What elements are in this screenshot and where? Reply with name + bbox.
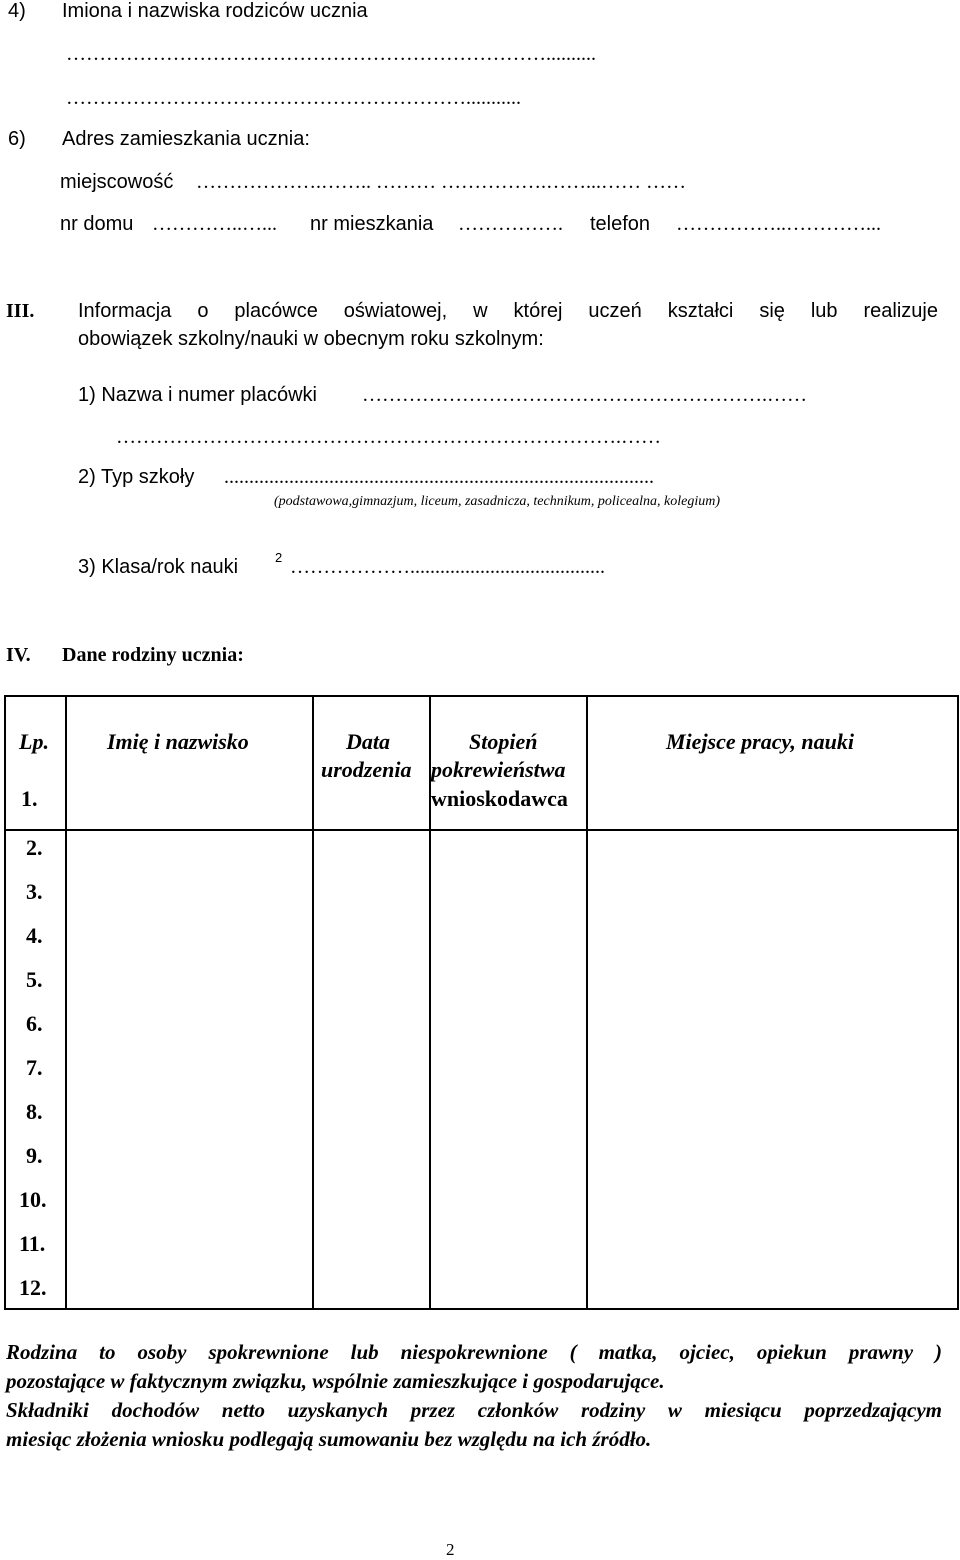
row-number: 5. — [26, 967, 43, 992]
header-birth-2: urodzenia — [321, 757, 412, 782]
relation-entries-cell[interactable] — [430, 830, 587, 1309]
school-name-field-1[interactable]: …………………………………………………….…… — [362, 384, 807, 406]
header-name: Imię i nazwisko — [107, 729, 249, 754]
birth-column-cell[interactable] — [313, 696, 430, 830]
parents-label: Imiona i nazwiska rodziców ucznia — [62, 0, 368, 22]
header-lp: Lp. — [19, 729, 49, 754]
class-year-label: 3) Klasa/rok nauki — [78, 556, 239, 578]
page-number: 2 — [446, 1540, 455, 1559]
parents-number: 4) — [8, 0, 26, 22]
parents-line-1[interactable]: ……………………………………………………………….......... — [66, 43, 596, 65]
name-column-cell[interactable] — [66, 696, 313, 830]
birth-entries-cell[interactable] — [313, 830, 430, 1309]
section-iii-heading-2: obowiązek szkolny/nauki w obecnym roku szkolnym: — [78, 328, 544, 350]
family-definition-note — [6, 1338, 942, 1454]
parents-line-2[interactable]: ……………………………………………………........... — [66, 87, 521, 109]
school-type-label: 2) Typ szkoły — [78, 466, 195, 488]
relation-column-cell[interactable] — [430, 696, 587, 830]
phone-field[interactable]: ……………..…………... — [676, 213, 881, 235]
flat-number-field[interactable]: ……………. — [458, 213, 563, 235]
row-number: 9. — [26, 1143, 43, 1168]
row-number: 8. — [26, 1099, 43, 1124]
class-year-footnote: 2 — [275, 550, 283, 565]
class-year-field[interactable]: ………………....................................... — [290, 556, 605, 578]
row-number: 12. — [19, 1275, 47, 1300]
section-iii-heading-1: Informacja o placówce oświatowej, w której uczeń kształci się lub realizuje — [78, 300, 938, 322]
school-type-field[interactable]: ...................................................................................... — [224, 466, 654, 488]
house-number-field[interactable]: …………..…... — [152, 213, 277, 235]
house-number-label: nr domu — [60, 213, 134, 235]
row-number: 11. — [19, 1231, 46, 1256]
section-iii-number: III. — [6, 300, 35, 322]
name-entries-cell[interactable] — [66, 830, 313, 1309]
row-number: 7. — [26, 1055, 43, 1080]
lp-column-cell — [5, 696, 66, 830]
section-iv-number: IV. — [6, 644, 31, 666]
section-iv-heading: Dane rodziny ucznia: — [62, 644, 244, 666]
family-table — [4, 695, 959, 1310]
row-number: 3. — [26, 879, 43, 904]
work-column-cell[interactable] — [587, 696, 958, 830]
row-number: 4. — [26, 923, 43, 948]
school-type-hint: (podstawowa,gimnazjum, liceum, zasadnicza, technikum, policealna, kolegium) — [274, 494, 720, 509]
header-relation-2: pokrewieństwa — [431, 757, 566, 782]
first-relation-value: wnioskodawca — [431, 786, 568, 811]
row-number: 6. — [26, 1011, 43, 1036]
work-entries-cell[interactable] — [587, 830, 958, 1309]
note-line-3: Składniki dochodów netto uzyskanych przez członków rodziny w miesiącu poprzedzającym — [6, 1398, 942, 1422]
address-number: 6) — [8, 128, 26, 150]
locality-field[interactable]: ……………….…….. ……… …………….……...…… …… — [196, 171, 686, 193]
note-line-4: miesiąc złożenia wniosku podlegają sumowaniu bez względu na ich źródło. — [6, 1427, 652, 1451]
row-number: 10. — [19, 1187, 47, 1212]
row-number: 2. — [26, 835, 43, 860]
address-label: Adres zamieszkania ucznia: — [62, 128, 310, 150]
header-relation-1: Stopień — [469, 729, 538, 754]
school-name-field-2[interactable]: ………………………………………………………………….…… — [116, 426, 661, 448]
row-numbers-cell — [5, 830, 66, 1309]
note-line-1: Rodzina to osoby spokrewnione lub niespokrewnione ( matka, ojciec, opiekun prawny ) — [6, 1340, 942, 1364]
flat-number-label: nr mieszkania — [310, 213, 434, 235]
school-name-label: 1) Nazwa i numer placówki — [78, 384, 317, 406]
locality-label: miejscowość — [60, 171, 174, 193]
header-birth-1: Data — [346, 729, 390, 754]
row-number: 1. — [21, 786, 38, 811]
header-work: Miejsce pracy, nauki — [666, 729, 854, 754]
note-line-2: pozostające w faktycznym związku, wspólnie zamieszkujące i gospodarujące. — [6, 1369, 665, 1393]
phone-label: telefon — [590, 213, 651, 235]
